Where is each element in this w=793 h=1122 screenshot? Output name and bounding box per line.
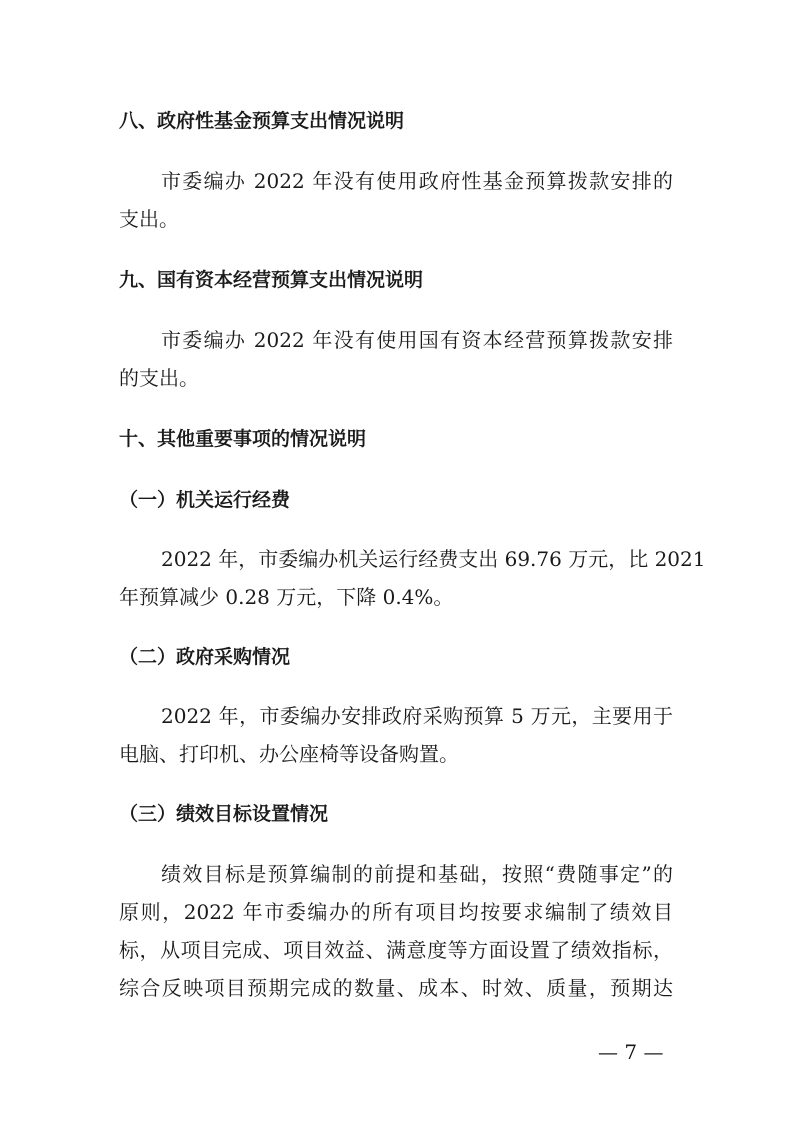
section-9-heading: 九、国有资本经营预算支出情况说明 bbox=[119, 269, 424, 291]
section-8-line-1: 市委编办 2022 年没有使用政府性基金预算拨款安排的 bbox=[161, 169, 673, 193]
section-9-line-1: 市委编办 2022 年没有使用国有资本经营预算拨款安排 bbox=[161, 328, 673, 352]
subsection-3-line-3: 标，从项目完成、项目效益、满意度等方面设置了绩效指标， bbox=[119, 938, 673, 962]
subsection-1-line-1: 2022 年，市委编办机关运行经费支出 69.76 万元，比 2021 bbox=[161, 547, 706, 571]
subsection-3-title: （三）绩效目标设置情况 bbox=[119, 803, 329, 825]
subsection-1-line-2: 年预算减少 0.28 万元，下降 0.4%。 bbox=[119, 585, 454, 609]
section-9-line-2: 的支出。 bbox=[119, 366, 199, 390]
subsection-3-line-4: 综合反映项目预期完成的数量、成本、时效、质量，预期达 bbox=[119, 976, 673, 1000]
subsection-2-line-1: 2022 年，市委编办安排政府采购预算 5 万元，主要用于 bbox=[161, 704, 673, 728]
subsection-1-title: （一）机关运行经费 bbox=[119, 489, 291, 511]
section-8-heading: 八、政府性基金预算支出情况说明 bbox=[119, 110, 405, 132]
section-8-line-2: 支出。 bbox=[119, 207, 179, 231]
page-number: — 7 — bbox=[598, 1040, 664, 1064]
section-10-heading: 十、其他重要事项的情况说明 bbox=[119, 428, 367, 450]
subsection-2-line-2: 电脑、打印机、办公座椅等设备购置。 bbox=[119, 742, 459, 766]
subsection-3-line-2: 原则，2022 年市委编办的所有项目均按要求编制了绩效目 bbox=[119, 900, 673, 924]
subsection-2-title: （二）政府采购情况 bbox=[119, 646, 291, 668]
subsection-3-line-1: 绩效目标是预算编制的前提和基础，按照“费随事定”的 bbox=[161, 862, 673, 886]
